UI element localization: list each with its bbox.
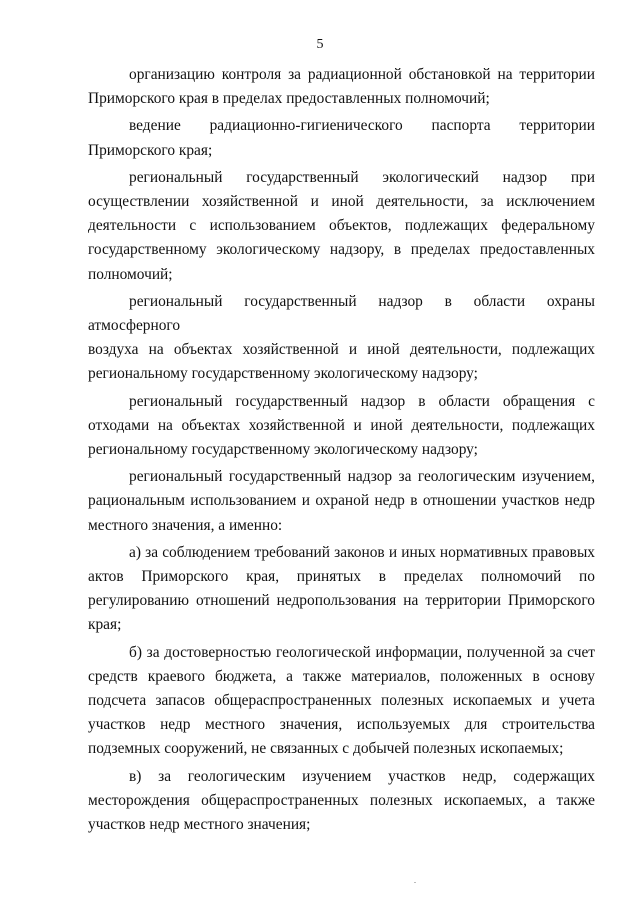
text-line: ведение радиационно-гигиенического паспорта территории xyxy=(129,117,595,135)
text-line: осуществлении хозяйственной и иной деятельности, за исключением xyxy=(88,193,595,211)
text-line: б) за достоверностью геологической информации, полученной за счет xyxy=(129,643,595,661)
paragraph xyxy=(88,166,595,287)
paragraph xyxy=(88,63,595,111)
scan-speck xyxy=(414,882,416,883)
document-body xyxy=(88,63,595,840)
text-line: Приморского края; xyxy=(88,141,213,159)
text-line: Приморского края в пределах предоставленных полномочий; xyxy=(88,90,490,108)
text-line: региональный государственный надзор за геологическим изучением, xyxy=(129,468,595,486)
text-line: края; xyxy=(88,616,122,634)
text-line: региональный государственный надзор в области обращения с xyxy=(129,392,595,410)
text-line: региональный государственный экологический надзор при xyxy=(129,168,595,186)
text-line: отходами на объектах хозяйственной и иной деятельности, подлежащих xyxy=(88,416,595,434)
text-line: средств краевого бюджета, а также материалов, положенных в основу xyxy=(88,667,595,685)
text-line: в) за геологическим изучением участков недр, содержащих xyxy=(129,767,595,785)
text-line: месторождения общераспространенных полезных ископаемых, а также xyxy=(88,791,595,809)
text-line: региональному государственному экологическому надзору; xyxy=(88,365,478,383)
text-line: подсчета запасов общераспространенных полезных ископаемых и учета xyxy=(88,692,595,710)
page-number: 5 xyxy=(316,37,324,52)
text-line: участков недр местного значения; xyxy=(88,816,311,834)
text-line: актов Приморского края, принятых в пределах полномочий по xyxy=(88,568,595,586)
text-line: воздуха на объектах хозяйственной и иной деятельности, подлежащих xyxy=(88,341,595,359)
text-line: региональному государственному экологическому надзору; xyxy=(88,441,478,459)
paragraph xyxy=(88,390,595,463)
text-line: рациональным использованием и охраной недр в отношении участков недр xyxy=(88,492,595,510)
text-line: организацию контроля за радиационной обстановкой на территории xyxy=(129,66,595,83)
text-line: региональный государственный надзор в области охраны атмосферного xyxy=(88,292,595,335)
text-line: регулированию отношений недропользования на территории Приморского xyxy=(88,592,595,610)
text-line: местного значения, а именно: xyxy=(88,516,283,534)
paragraph xyxy=(88,114,595,162)
paragraph xyxy=(88,541,595,638)
text-line: а) за соблюдением требований законов и иных нормативных правовых xyxy=(129,543,595,561)
paragraph xyxy=(88,290,595,387)
text-line: государственному экологическому надзору, в пределах предоставленных xyxy=(88,241,595,259)
text-line: подземных сооружений, не связанных с добычей полезных ископаемых; xyxy=(88,740,564,758)
text-line: полномочий; xyxy=(88,265,173,283)
paragraph xyxy=(88,465,595,538)
text-line: деятельности с использованием объектов, подлежащих федеральному xyxy=(88,217,595,235)
paragraph xyxy=(88,765,595,838)
paragraph xyxy=(88,641,595,762)
text-line: участков недр местного значения, используемых для строительства xyxy=(88,716,595,734)
